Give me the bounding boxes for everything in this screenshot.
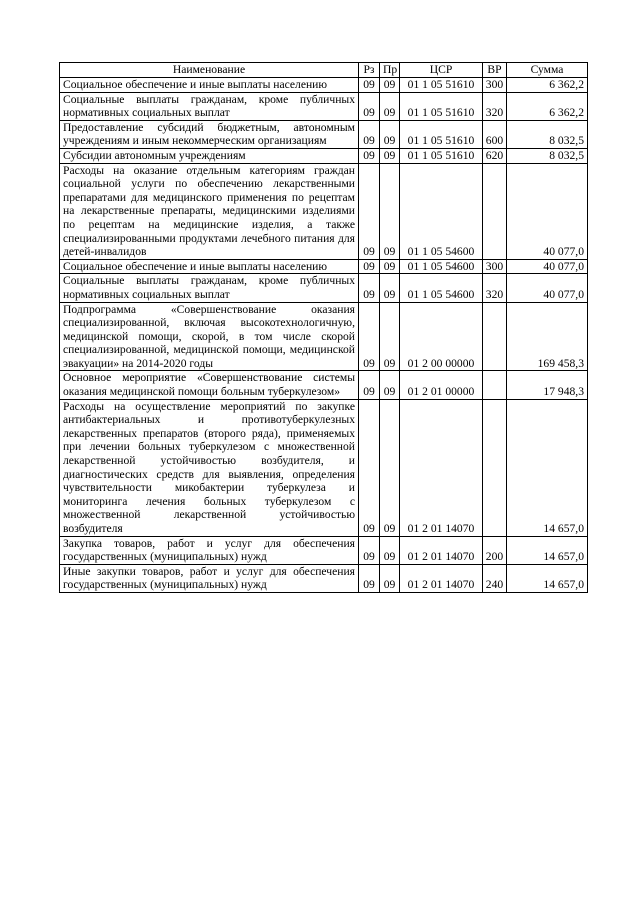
budget-table xyxy=(59,62,588,593)
cell-name: Расходы на оказание отдельным категориям граждан социальной услуги по обеспечению лекарственными препаратами для медицинского применения по рецептам на лекарственные препараты, медицинскими изделиями по рецептам на медицинские изделия, а также специализированными продуктами лечебного питания для детей-инвалидов xyxy=(60,163,359,259)
cell-sum: 14 657,0 xyxy=(507,399,588,536)
table-row xyxy=(60,536,588,564)
cell-vr: 200 xyxy=(483,536,507,564)
cell-sum: 14 657,0 xyxy=(507,564,588,592)
cell-name: Основное мероприятие «Совершенствование системы оказания медицинской помощи больным туберкулезом» xyxy=(60,371,359,399)
cell-pr: 09 xyxy=(380,536,400,564)
table-row xyxy=(60,148,588,163)
document-page xyxy=(59,62,587,593)
cell-csr: 01 2 01 14070 xyxy=(400,564,483,592)
cell-rz: 09 xyxy=(359,302,380,371)
cell-sum: 17 948,3 xyxy=(507,371,588,399)
cell-rz: 09 xyxy=(359,274,380,302)
cell-rz: 09 xyxy=(359,259,380,274)
cell-pr: 09 xyxy=(380,78,400,93)
cell-vr xyxy=(483,399,507,536)
cell-name: Социальные выплаты гражданам, кроме публичных нормативных социальных выплат xyxy=(60,92,359,120)
cell-name: Социальные выплаты гражданам, кроме публичных нормативных социальных выплат xyxy=(60,274,359,302)
cell-pr: 09 xyxy=(380,148,400,163)
table-row xyxy=(60,564,588,592)
cell-sum: 6 362,2 xyxy=(507,92,588,120)
table-row xyxy=(60,399,588,536)
cell-vr: 620 xyxy=(483,148,507,163)
header-csr: ЦСР xyxy=(400,63,483,78)
cell-pr: 09 xyxy=(380,399,400,536)
cell-rz: 09 xyxy=(359,536,380,564)
header-name: Наименование xyxy=(60,63,359,78)
table-row xyxy=(60,274,588,302)
cell-rz: 09 xyxy=(359,564,380,592)
cell-sum: 14 657,0 xyxy=(507,536,588,564)
cell-csr: 01 2 01 14070 xyxy=(400,399,483,536)
cell-pr: 09 xyxy=(380,92,400,120)
header-sum: Сумма xyxy=(507,63,588,78)
cell-csr: 01 1 05 51610 xyxy=(400,148,483,163)
cell-sum: 6 362,2 xyxy=(507,78,588,93)
cell-vr: 320 xyxy=(483,92,507,120)
cell-name: Субсидии автономным учреждениям xyxy=(60,148,359,163)
cell-pr: 09 xyxy=(380,302,400,371)
cell-rz: 09 xyxy=(359,399,380,536)
header-pr: Пр xyxy=(380,63,400,78)
cell-sum: 40 077,0 xyxy=(507,259,588,274)
cell-vr: 300 xyxy=(483,259,507,274)
cell-name: Предоставление субсидий бюджетным, автономным учреждениям и иным некоммерческим организациям xyxy=(60,120,359,148)
cell-pr: 09 xyxy=(380,259,400,274)
cell-rz: 09 xyxy=(359,163,380,259)
table-row xyxy=(60,78,588,93)
cell-csr: 01 1 05 54600 xyxy=(400,259,483,274)
cell-csr: 01 1 05 51610 xyxy=(400,78,483,93)
cell-csr: 01 1 05 54600 xyxy=(400,163,483,259)
cell-csr: 01 1 05 54600 xyxy=(400,274,483,302)
table-row xyxy=(60,302,588,371)
header-rz: Рз xyxy=(359,63,380,78)
cell-vr: 240 xyxy=(483,564,507,592)
cell-sum: 40 077,0 xyxy=(507,163,588,259)
cell-rz: 09 xyxy=(359,120,380,148)
cell-name: Закупка товаров, работ и услуг для обеспечения государственных (муниципальных) нужд xyxy=(60,536,359,564)
table-row xyxy=(60,163,588,259)
cell-csr: 01 2 01 14070 xyxy=(400,536,483,564)
cell-vr: 320 xyxy=(483,274,507,302)
table-header-row xyxy=(60,63,588,78)
cell-csr: 01 2 00 00000 xyxy=(400,302,483,371)
cell-name: Социальное обеспечение и иные выплаты населению xyxy=(60,78,359,93)
header-vr: ВР xyxy=(483,63,507,78)
cell-rz: 09 xyxy=(359,78,380,93)
cell-vr xyxy=(483,371,507,399)
table-row xyxy=(60,371,588,399)
cell-sum: 40 077,0 xyxy=(507,274,588,302)
cell-pr: 09 xyxy=(380,120,400,148)
cell-csr: 01 2 01 00000 xyxy=(400,371,483,399)
cell-csr: 01 1 05 51610 xyxy=(400,120,483,148)
cell-pr: 09 xyxy=(380,274,400,302)
cell-sum: 169 458,3 xyxy=(507,302,588,371)
cell-pr: 09 xyxy=(380,564,400,592)
cell-sum: 8 032,5 xyxy=(507,148,588,163)
table-row xyxy=(60,92,588,120)
table-row xyxy=(60,259,588,274)
table-row xyxy=(60,120,588,148)
cell-rz: 09 xyxy=(359,148,380,163)
cell-name: Иные закупки товаров, работ и услуг для обеспечения государственных (муниципальных) нужд xyxy=(60,564,359,592)
cell-vr xyxy=(483,302,507,371)
cell-vr: 300 xyxy=(483,78,507,93)
cell-name: Социальное обеспечение и иные выплаты населению xyxy=(60,259,359,274)
cell-csr: 01 1 05 51610 xyxy=(400,92,483,120)
cell-rz: 09 xyxy=(359,371,380,399)
cell-sum: 8 032,5 xyxy=(507,120,588,148)
cell-vr: 600 xyxy=(483,120,507,148)
table-body xyxy=(60,78,588,593)
cell-pr: 09 xyxy=(380,371,400,399)
cell-rz: 09 xyxy=(359,92,380,120)
cell-name: Подпрограмма «Совершенствование оказания специализированной, включая высокотехнологичную, медицинской помощи, скорой, в том числе скорой специализированной, медицинской помощи, медицинской эвакуации» на 2014-2020 годы xyxy=(60,302,359,371)
cell-pr: 09 xyxy=(380,163,400,259)
cell-vr xyxy=(483,163,507,259)
cell-name: Расходы на осуществление мероприятий по закупке антибактериальных и противотуберкулезных лекарственных препаратов (второго ряда), применяемых при лечении больных туберкулезом с множественной лекарственной устойчивостью возбудителя, и диагностических средств для выявления, определения чувствительности микобактерии туберкулеза и мониторинга лечения больных туберкулезом с множественной лекарственной устойчивостью возбудителя xyxy=(60,399,359,536)
